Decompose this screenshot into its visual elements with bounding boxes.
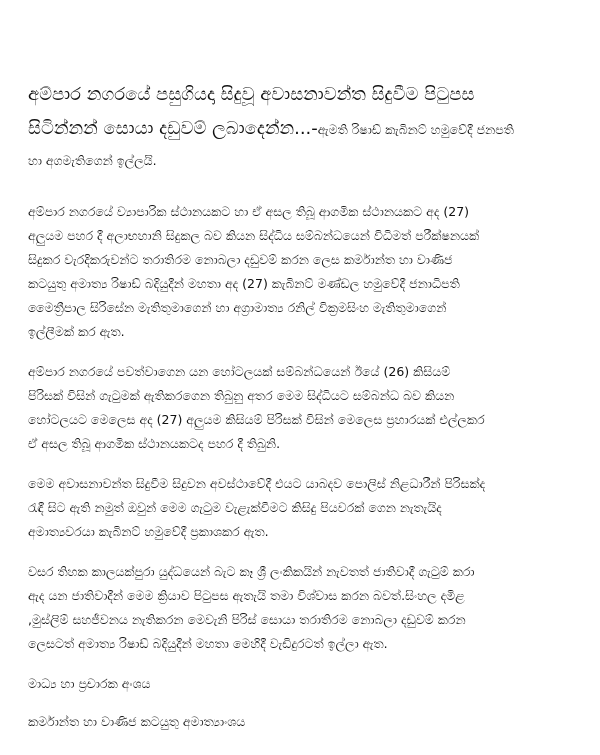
headline-line-3: හා අගමැතිගෙන් ඉල්ලයි. (28, 153, 157, 168)
signature-ministry: කර්මාන්ත හා වාණිජ කටයුතු අමාත්‍යාංශය (28, 714, 246, 729)
paragraph-line: වසර තිහක කාලයක්පුරා යුද්ධයෙන් බැට කෑ ශ්‍රී ලංකිකයින් නැවතත් ජාතිවාදී ගැටුම් කරා (28, 564, 475, 579)
signature-unit: මාධ්‍ය හා ප්‍රචාරක අංශය (28, 676, 151, 691)
headline-line-2-main: සිටින්නන් සොයා දඩුවම් ලබාදෙන්න...- (28, 118, 318, 139)
headline-line-1: අම්පාර නගරයේ පසුගියදා සිදුවූ අවාසනාවන්ත සිදුවීම පිටුපස (28, 84, 475, 105)
paragraph-line: ලෙසටත් අමාත්‍ය රිෂාඩ් බදියුදීන් මහතා මෙහිදී වැඩිදුරටත් ඉල්ලා ඇත. (28, 636, 388, 651)
paragraph-2 (28, 360, 584, 456)
press-release-headline (28, 78, 578, 175)
headline-line-2-tail: ඇමති රිෂාඩ් කැබිනට් හමුවේදී ජනපති (317, 122, 514, 137)
paragraph-line: රැඳී සිට ඇති නමුත් ඔවුන් මෙම ගැටුම වැළැක්වීමට කිසිදු පියවරක් ගෙන නැතැයිද (28, 500, 442, 515)
paragraph-line: පිරිසක් විසින් ගැටුමක් ඇතිකරගෙන තිබුනු අතර මෙම සිද්ධියට සම්බන්ධ බව කියන (28, 388, 455, 403)
paragraph-line: සිදුකර වැරදිකරුවන්ට තරාතිරම නොබලා දඩුවම් කරන ලෙස කර්මාන්ත හා වාණිජ (28, 252, 453, 267)
paragraph-line: අමාත්‍යවරයා කැබිනට් හමුවේදී ප්‍රකාශකර ඇත. (28, 524, 269, 539)
paragraph-line: ඒ අසල තිබූ ආගමික ස්ථානයකටද පහර දී තිබුනි. (28, 436, 281, 451)
paragraph-line: හෝටලයට මෙලෙස අද (27) අලුයම කිසියම් පිරිසක් විසින් මෙලෙස ප්‍රහාරයක් එල්ලකර (28, 412, 485, 427)
press-release-body (28, 200, 584, 748)
paragraph-line: ඉල්ලීමක් කර ඇත. (28, 324, 125, 339)
paragraph-line: කටයුතු අමාත්‍ය රිෂාඩ් බදියුදීන් මහතා අද (27) කැබිනට් මණ්ඩල හමුවේදී ජනාධිපති (28, 276, 460, 291)
paragraph-line: මෙම අවාසනාවන්ත සිදුවීම සිදුවන අවස්ථාවේදී එයට යාබදව පොලිස් නිළධාරීන් පිරිසක්ද (28, 476, 486, 491)
paragraph-3 (28, 472, 584, 544)
paragraph-line: අම්පාර නගරයේ පවත්වාගෙන යන හෝටලයක් සම්බන්ධයෙන් ඊයේ (26) කිසියම් (28, 364, 451, 379)
paragraph-line: ,මුස්ලිම් සහජීවනය නැතිකරන මෙවැනි පිරිස් සොයා තරාතිරම නොබලා දඩුවම් කරන (28, 612, 466, 627)
paragraph-line: මෛත්‍රීපාල සිරිසේන මැතිතුමාගෙන් හා අග්‍රාමාත්‍ය රනිල් වික්‍රමසිංහ මැතිතුමාගෙන් (28, 300, 447, 315)
paragraph-line: ඇද යන ජාතිවාදීන් මෙම ක්‍රියාව පිටුපස ඇතැයි තමා විශ්වාස කරන බවත්.සිංහල දමිළ (28, 588, 465, 603)
paragraph-line: අම්පාර නගරයේ ව්‍යාපාරික ස්ථානයකට හා ඒ අසල තිබූ ආගමික ස්ථානයකට අද (27) (28, 204, 470, 219)
paragraph-4 (28, 560, 584, 656)
paragraph-1 (28, 200, 584, 344)
paragraph-line: අලුයම පහර දී අලාභහානි සිදුකල බව කියන සිද්ධිය සම්බන්ධයෙන් විධිමත් පරීක්ෂනයක් (28, 228, 480, 243)
headline-line-2 (28, 112, 578, 147)
